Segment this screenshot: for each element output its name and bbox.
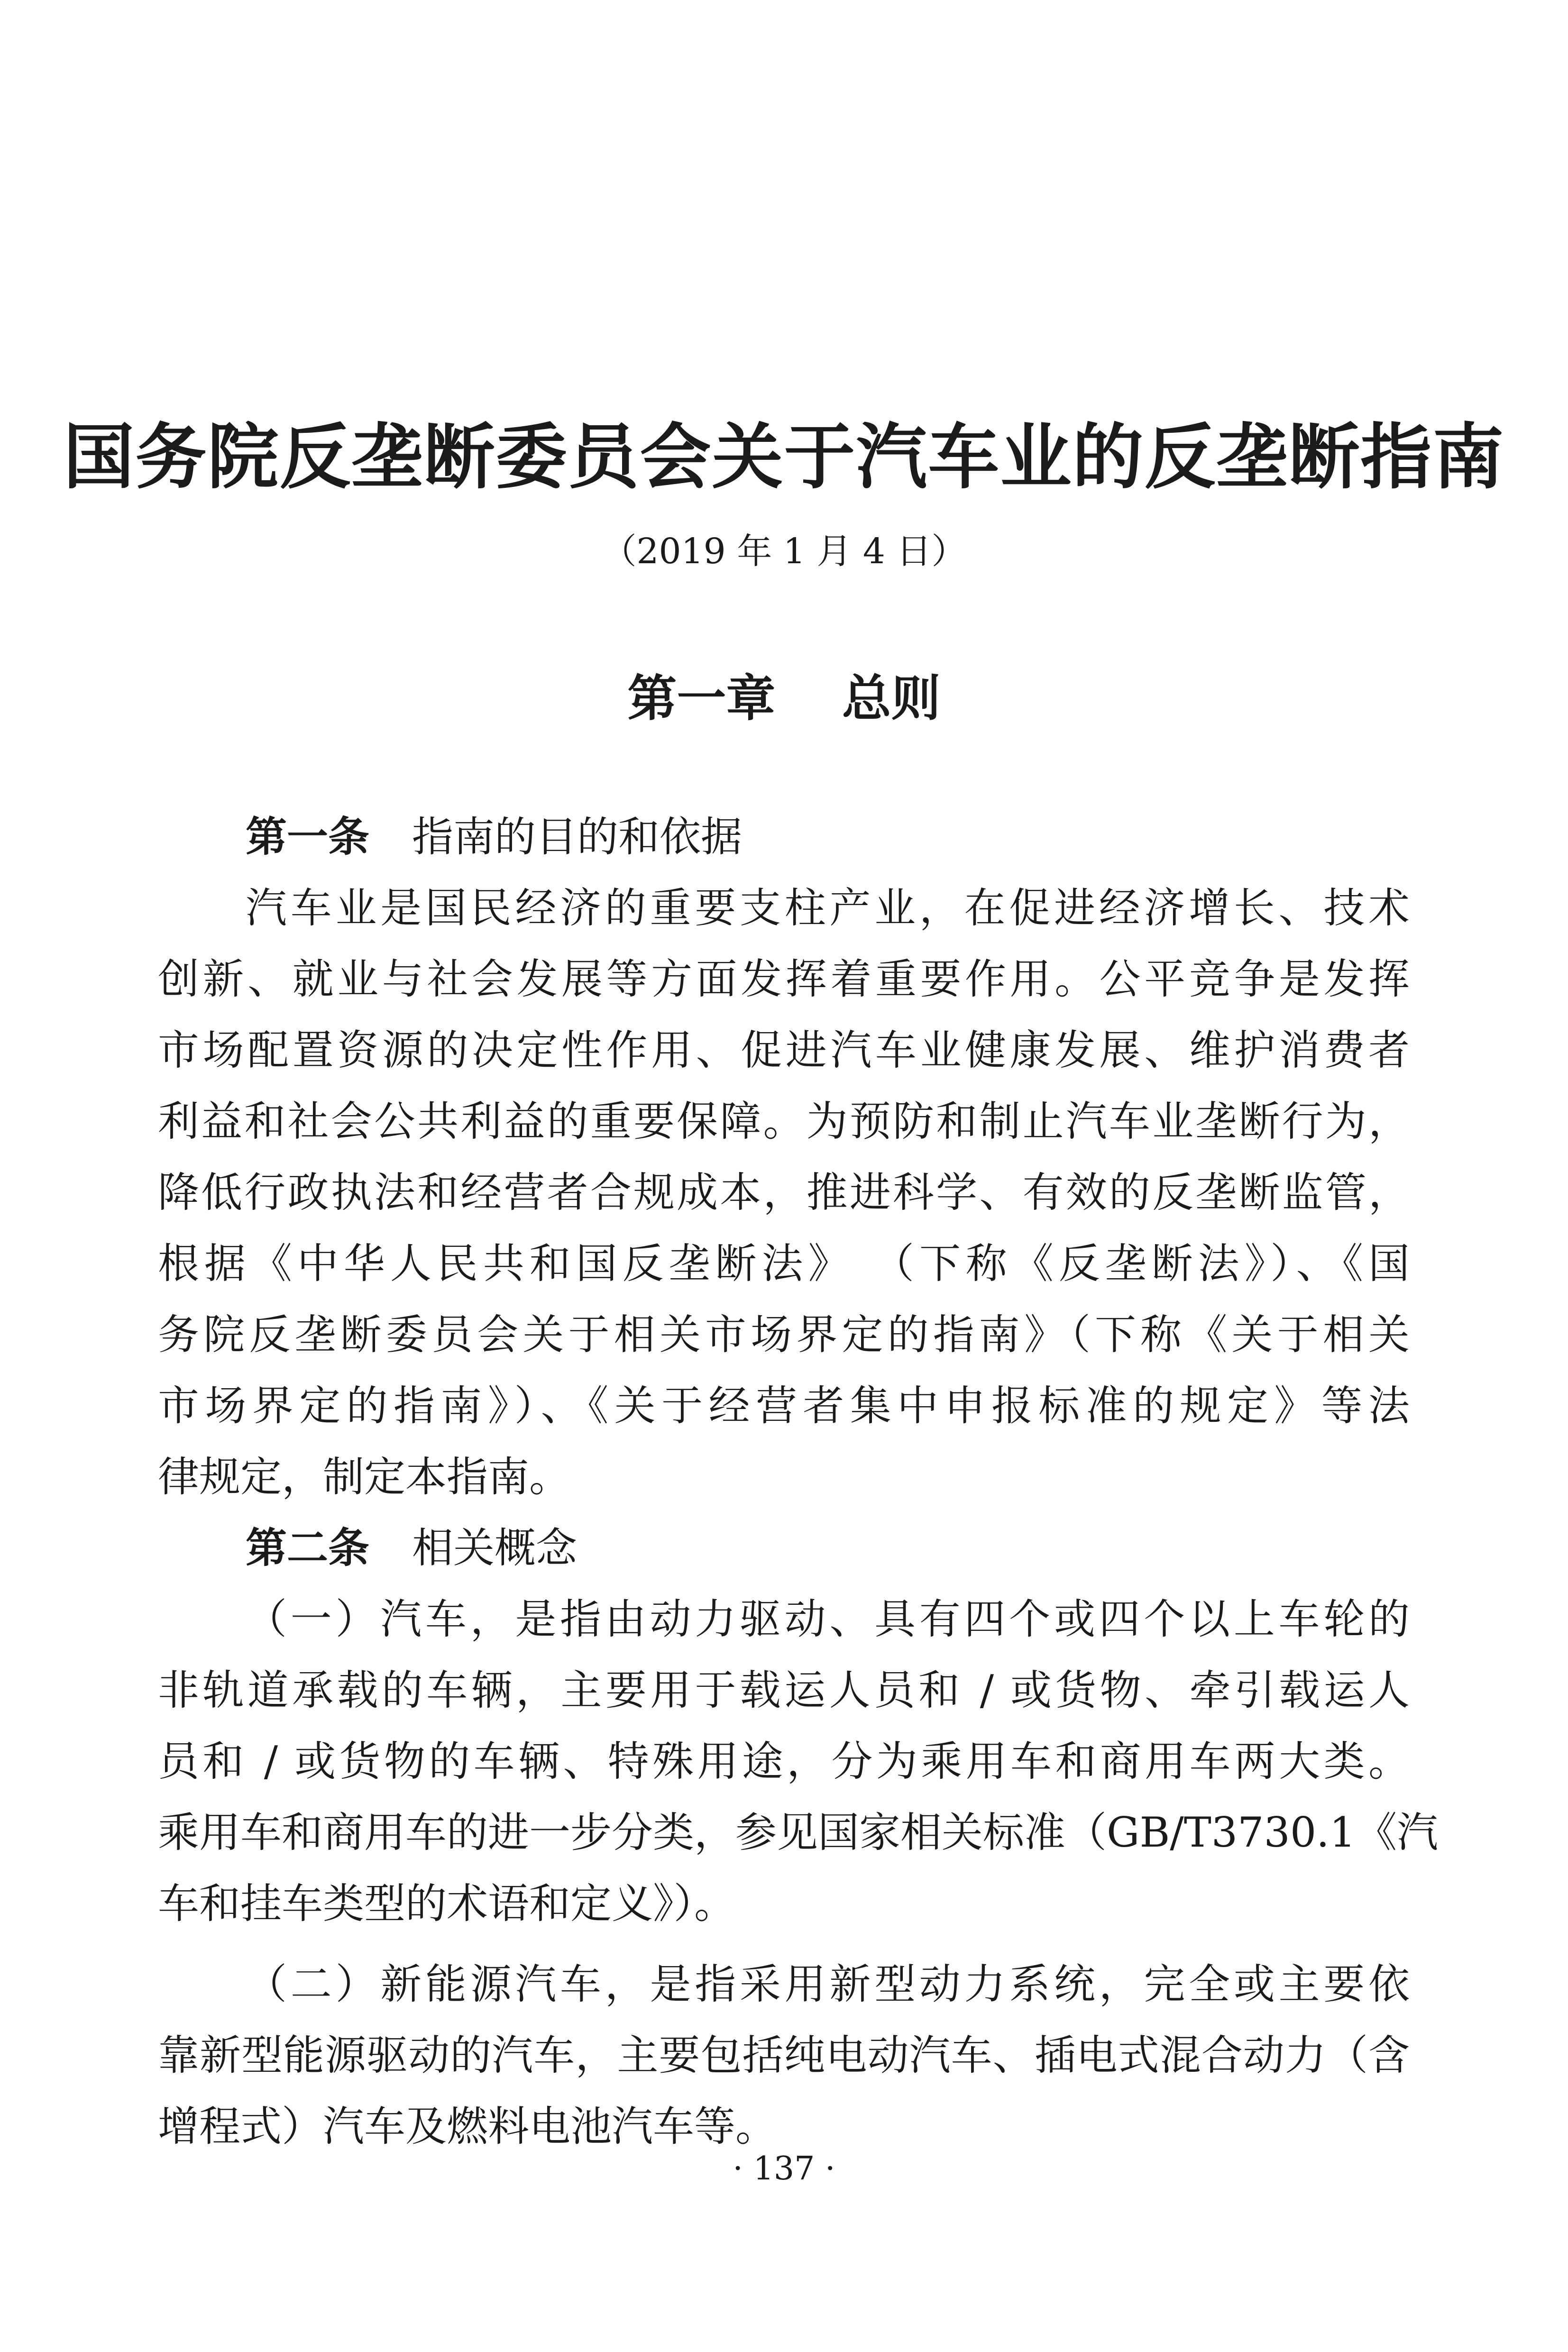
paragraph-line: （一）汽车，是指由动力驱动、具有四个或四个以上车轮的 (246, 1595, 1410, 1643)
document-title: 国务院反垄断委员会关于汽车业的反垄断指南 (63, 416, 1505, 499)
article-2-paragraph-2 (158, 1949, 1410, 2162)
paragraph-line: 务院反垄断委员会关于相关市场界定的指南》（下称《关于相关 (158, 1310, 1410, 1359)
article-2-heading (158, 1512, 1410, 1583)
article-2-label: 第二条 (246, 1524, 369, 1572)
page-number: · 137 · (733, 2150, 835, 2187)
chapter-title: 第一章 总则 (627, 669, 941, 727)
article-1-heading (158, 801, 1410, 872)
paragraph-line: 乘用车和商用车的进一步分类，参见国家相关标准（GB/T3730.1《汽 (158, 1808, 1439, 1857)
article-1-heading-text: 指南的目的和依据 (412, 813, 742, 861)
paragraph-line: 市场界定的指南》）、《关于经营者集中申报标准的规定》等法 (158, 1382, 1410, 1430)
paragraph-line: 根据《中华人民共和国反垄断法》 （下称《反垄断法》）、《国 (158, 1239, 1410, 1288)
paragraph-line: 员和 / 或货物的车辆、特殊用途，分为乘用车和商用车两大类。 (158, 1737, 1410, 1785)
paragraph-line: 汽车业是国民经济的重要支柱产业，在促进经济增长、技术 (246, 884, 1410, 932)
paragraph-line: 创新、就业与社会发展等方面发挥着重要作用。公平竞争是发挥 (158, 955, 1410, 1003)
paragraph-line: （二）新能源汽车，是指采用新型动力系统，完全或主要依 (246, 1960, 1410, 2008)
paragraph-line: 降低行政执法和经营者合规成本，推进科学、有效的反垄断监管， (158, 1168, 1410, 1217)
paragraph-line: 市场配置资源的决定性作用、促进汽车业健康发展、维护消费者 (158, 1026, 1410, 1074)
paragraph-line: 律规定，制定本指南。 (158, 1453, 570, 1501)
article-2-paragraph-1 (158, 1583, 1439, 1939)
document-date: （2019 年 1 月 4 日） (601, 531, 967, 572)
paragraph-line: 利益和社会公共利益的重要保障。为预防和制止汽车业垄断行为， (158, 1097, 1410, 1145)
article-1-label: 第一条 (246, 813, 369, 861)
paragraph-line: 车和挂车类型的术语和定义》）。 (158, 1879, 735, 1928)
paragraph-line: 靠新型能源驱动的汽车，主要包括纯电动汽车、插电式混合动力（含 (158, 2031, 1410, 2079)
paragraph-line: 非轨道承载的车辆，主要用于载运人员和 / 或货物、牵引载运人 (158, 1666, 1410, 1714)
body-text (158, 801, 1439, 2162)
article-2-heading-text: 相关概念 (412, 1524, 577, 1572)
article-1-paragraph (158, 872, 1410, 1512)
paragraph-line: 增程式）汽车及燃料电池汽车等。 (158, 2102, 777, 2151)
